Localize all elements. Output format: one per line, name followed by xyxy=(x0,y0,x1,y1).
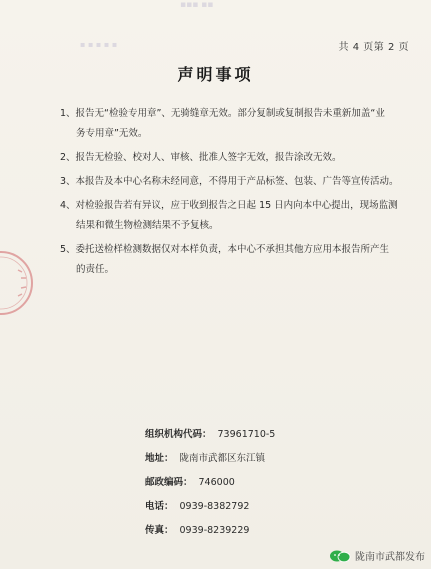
phone-value: 0939-8382792 xyxy=(179,501,250,512)
item-number: 2 xyxy=(60,152,67,163)
org-code-value: 73961710-5 xyxy=(217,429,276,440)
list-item xyxy=(60,172,400,192)
fax-value: 0939-8239229 xyxy=(179,525,250,536)
address-row xyxy=(145,447,275,471)
postcode-row xyxy=(145,471,275,495)
page-title: 声明事项 xyxy=(177,65,254,84)
bleed-through-marks: ▪ ▪ ▪ ▪ ▪ xyxy=(80,40,118,49)
list-item xyxy=(60,240,400,280)
org-code-row xyxy=(145,423,275,447)
postcode-value: 746000 xyxy=(198,477,235,488)
item-number: 1 xyxy=(60,108,67,119)
item-text: 、对检验报告若有异议，应于收到报告之日起 15 日内向本中心提出，现场监测 xyxy=(66,200,398,211)
item-number: 5 xyxy=(60,244,67,255)
fax-row xyxy=(145,519,275,543)
item-number: 3 xyxy=(60,176,67,187)
stamp-seal-icon xyxy=(0,248,36,318)
contact-info xyxy=(145,423,275,543)
address-value: 陇南市武都区东江镇 xyxy=(179,453,266,464)
statement-list xyxy=(60,104,400,284)
address-label: 地址： xyxy=(145,453,174,464)
item-number: 4 xyxy=(60,200,67,211)
wechat-logo-icon xyxy=(329,549,351,563)
list-item xyxy=(60,148,400,168)
page-count: 共 4 页第 2 页 xyxy=(338,42,409,53)
phone-label: 电话： xyxy=(145,501,174,512)
org-code-label: 组织机构代码： xyxy=(145,429,212,440)
item-text-cont: 的责任。 xyxy=(76,264,115,275)
item-text: 、本报告及本中心名称未经同意，不得用于产品标签、包装、广告等宣传活动。 xyxy=(66,176,399,187)
bleed-through-marks: ▪▪▪ ▪▪ xyxy=(180,0,214,10)
list-item xyxy=(60,196,400,236)
watermark-text: 陇南市武都发布 xyxy=(355,552,425,563)
list-item xyxy=(60,104,400,144)
wechat-watermark xyxy=(329,548,425,563)
postcode-label: 邮政编码： xyxy=(145,477,193,488)
item-text-cont: 结果和微生物检测结果不予复核。 xyxy=(76,220,219,231)
fax-label: 传真： xyxy=(145,525,174,536)
item-text: 、报告无检验、校对人、审核、批准人签字无效，报告涂改无效。 xyxy=(66,152,342,163)
item-text-cont: 务专用章”无效。 xyxy=(76,128,148,139)
phone-row xyxy=(145,495,275,519)
item-text: 、报告无“检验专用章”、无骑缝章无效。部分复制或复制报告未重新加盖“业 xyxy=(66,108,385,119)
item-text: 、委托送检样检测数据仅对本样负责，本中心不承担其他方应用本报告所产生 xyxy=(66,244,390,255)
